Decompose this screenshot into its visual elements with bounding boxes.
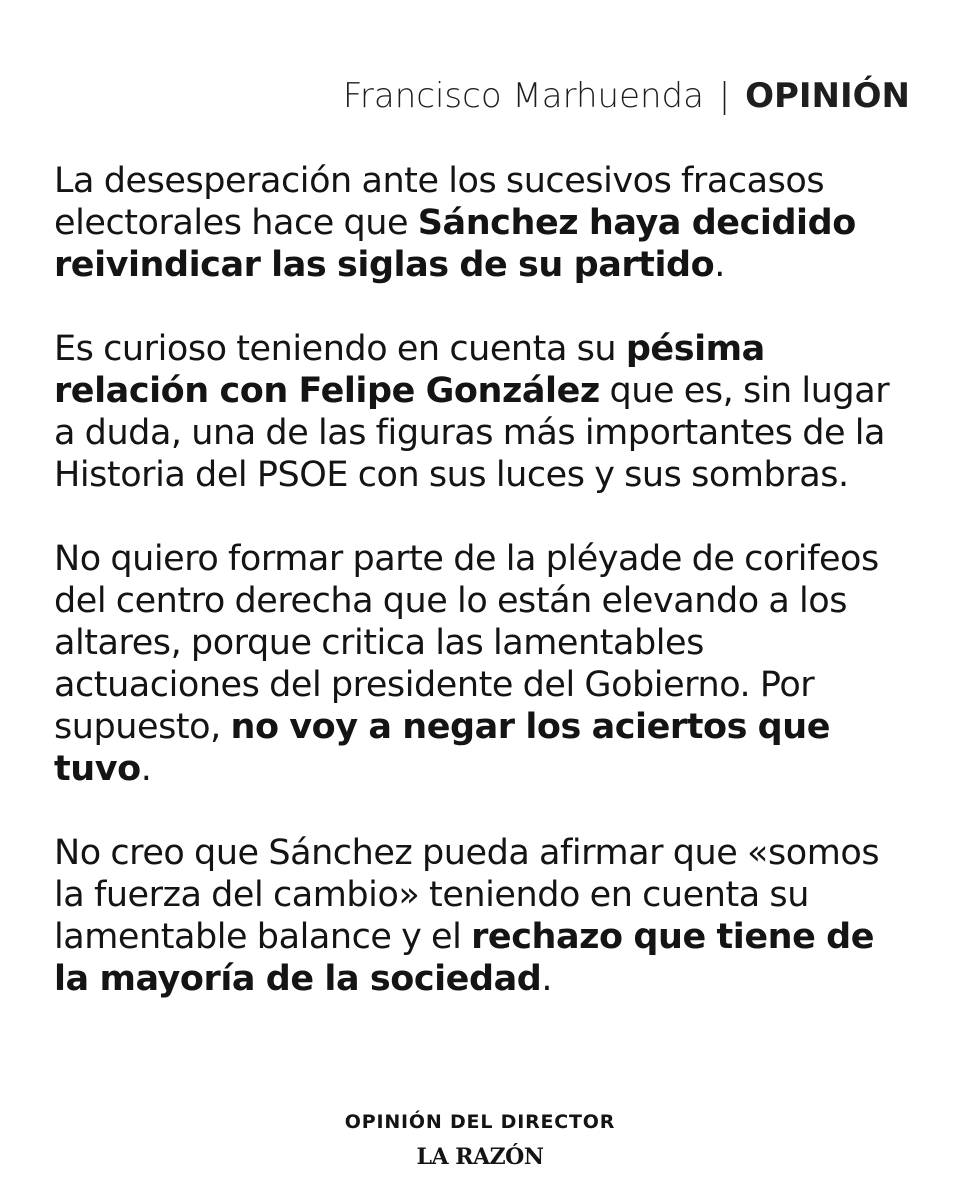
paragraph-text: No creo que Sánchez pueda afirmar que «somos la fuerza del cambio» teniendo en cuenta su lamentable balance y el — [54, 833, 880, 957]
byline-separator: | — [718, 76, 731, 116]
byline — [343, 72, 910, 120]
paragraph-text: No quiero formar parte de la pléyade de corifeos del centro derecha que lo están elevando a los altares, porque critica las lamentables actuaciones del presidente del Gobierno. Por supuesto, — [54, 539, 879, 747]
la-razon-logo: LA RAZÓN — [416, 1144, 544, 1170]
paragraph-3 — [54, 538, 914, 790]
article-body — [54, 160, 914, 1042]
section-label: OPINIÓN — [745, 76, 910, 116]
paragraph-text: Es curioso teniendo en cuenta su — [54, 329, 626, 369]
paragraph-text: . — [140, 749, 152, 789]
paragraph-text: . — [714, 245, 725, 285]
author-name: Francisco Marhuenda — [342, 76, 704, 116]
footer — [0, 1108, 960, 1170]
paragraph-1 — [54, 160, 914, 286]
paragraph-text: . — [541, 959, 553, 999]
paragraph-text: que es, sin lugar a duda, una de las figuras más importantes de la Historia del PSOE con sus luces y sus sombras. — [54, 371, 890, 495]
paragraph-4 — [54, 832, 914, 1000]
footer-label: OPINIÓN DEL DIRECTOR — [344, 1111, 616, 1133]
paragraph-2 — [54, 328, 914, 496]
paragraph-highlight: rechazo que tiene de la mayoría de la sociedad — [54, 917, 874, 999]
paragraph-highlight: Sánchez haya decidido reivindicar las siglas de su partido — [54, 203, 856, 285]
paragraph-highlight: pésima relación con Felipe González — [54, 329, 765, 411]
paragraph-highlight: no voy a negar los aciertos que tuvo — [54, 707, 831, 789]
paragraph-text: La desesperación ante los sucesivos fracasos electorales hace que — [54, 161, 825, 243]
